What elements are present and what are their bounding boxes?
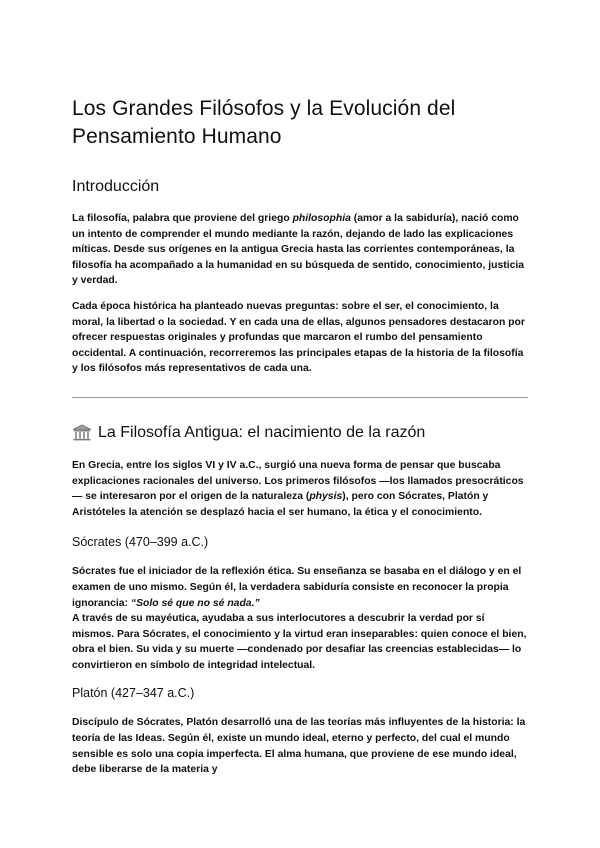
intro-heading: Introducción <box>72 178 160 195</box>
platon-heading: Platón (427–347 a.C.) <box>72 686 195 701</box>
intro-paragraph-2: Cada época histórica ha planteado nuevas preguntas: sobre el ser, el conocimiento, la moral, la libertad o la sociedad. Y en cada una de ellas, algunos pensadores destacaron por ofrecer respuestas originales y profundas que marcaron el rumbo del pensamiento occidental. A continuación, recorreremos las principales etapas de la historia de la filosofía y los filósofos más representativos de cada una. <box>72 300 525 375</box>
socrates-p1-before: Sócrates fue el iniciador de la reflexión ética. Su enseñanza se basaba en el diálogo y en el examen de uno mismo. Según él, la verdadera sabiduría consiste en reconocer la propia ignorancia: <box>72 566 522 609</box>
socrates-quote: “Solo sé que no sé nada.” <box>130 597 260 609</box>
document-title: Los Grandes Filósofos y la Evolución del Pensamiento Humano <box>72 97 456 148</box>
socrates-paragraph <box>72 564 528 673</box>
antigua-p1-after: ), pero con Sócrates, Platón y Aristóteles la atención se desplazó hacia el ser humano, la ética y el conocimiento. <box>72 491 489 518</box>
platon-paragraph: Discípulo de Sócrates, Platón desarrolló una de las teorías más influyentes de la historia: la teoría de las Ideas. Según él, existe un mundo ideal, eterno y perfecto, del cual el mundo sensible es solo una copia imperfecta. El alma humana, que proviene de ese mundo ideal, debe liberarse de la materia y <box>72 717 526 776</box>
classical-building-icon <box>72 424 92 442</box>
intro-paragraph-1 <box>72 211 528 289</box>
intro-p1-term: philosophia <box>292 213 351 224</box>
antigua-heading <box>72 423 528 443</box>
antigua-p1-before: En Grecia, entre los siglos VI y IV a.C., surgió una nueva forma de pensar que buscaba explicaciones racionales del universo. Los primeros filósofos —los llamados presocráticos— se interesaron por el origen de la naturaleza ( <box>72 459 524 503</box>
socrates-p1-after: A través de su mayéutica, ayudaba a sus interlocutores a descubrir la verdad por sí mismos. Para Sócrates, el conocimiento y la virtud eran inseparables: quien conoce el bien, obra el bien. Su vida y su muerte —condenado por desafiar las creencias establecidas— lo convirtieron en símbolo de integridad intelectual. <box>72 613 527 671</box>
intro-p1-before: La filosofía, palabra que proviene del griego <box>72 213 293 224</box>
antigua-paragraph-1 <box>72 458 528 520</box>
document-page <box>72 95 528 778</box>
antigua-heading-text: La Filosofía Antigua: el nacimiento de la razón <box>98 423 426 441</box>
socrates-heading: Sócrates (470–399 a.C.) <box>72 535 209 550</box>
intro-p1-after: (amor a la sabiduría), nació como un intento de comprender el mundo mediante la razón, dejando de lado las explicaciones míticas. Desde sus orígenes en la antigua Grecia hasta las corrientes contemporáneas, la filosofía ha acompañado a la humanidad en su búsqueda de sentido, conocimiento, justicia y verdad. <box>72 213 525 287</box>
antigua-p1-term: physis <box>309 491 343 503</box>
section-divider <box>72 397 528 398</box>
